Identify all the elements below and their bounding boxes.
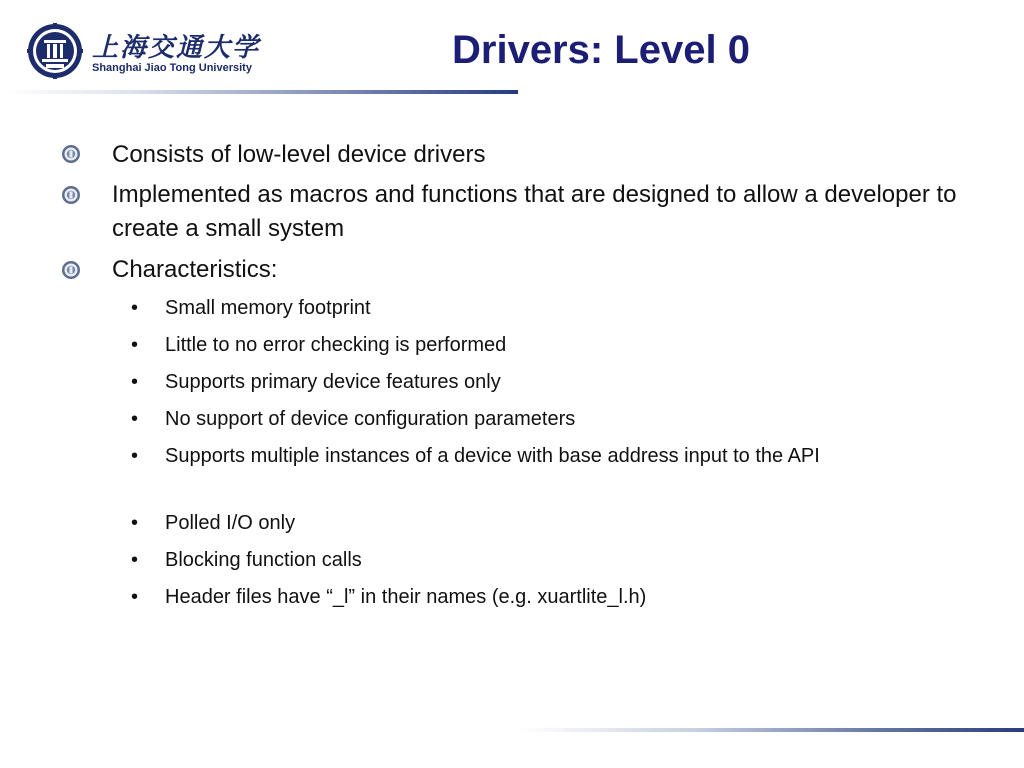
dot-bullet-icon: •	[131, 586, 139, 608]
seal-bullet-icon	[61, 185, 81, 205]
sub-bullet-item: Small memory footprint	[165, 297, 371, 319]
dot-bullet-icon: •	[131, 549, 139, 571]
sub-bullet-item: Little to no error checking is performed	[165, 334, 507, 356]
header-divider	[0, 90, 518, 94]
dot-bullet-icon: •	[131, 371, 139, 393]
university-seal-icon	[26, 22, 84, 80]
sub-bullet-item: Polled I/O only	[165, 512, 296, 534]
logo-chinese-name: 上海交通大学	[92, 33, 261, 63]
university-logo	[26, 22, 261, 80]
dot-bullet-icon: •	[131, 445, 139, 467]
slide-title: Drivers: Level 0	[452, 28, 750, 72]
dot-bullet-icon: •	[131, 334, 139, 356]
dot-bullet-icon: •	[131, 512, 139, 534]
sub-bullet-item: Header files have “_l” in their names (e.g. xuartlite_l.h)	[165, 586, 647, 608]
seal-bullet-icon	[61, 144, 81, 164]
logo-english-name: Shanghai Jiao Tong University	[92, 62, 252, 74]
sub-bullet-item: Blocking function calls	[165, 549, 362, 571]
sub-bullet-item: Supports primary device features only	[165, 371, 501, 393]
bullet-item: Consists of low-level device drivers	[112, 141, 486, 168]
sub-bullet-item: Supports multiple instances of a device with base address input to the API	[165, 445, 820, 467]
bullet-item: Characteristics:	[112, 256, 278, 283]
sub-bullet-item: No support of device configuration parameters	[165, 408, 576, 430]
bullet-item: Implemented as macros and functions that are designed to allow a developer to create a small system	[112, 181, 957, 242]
dot-bullet-icon: •	[131, 408, 139, 430]
footer-divider	[520, 728, 1024, 732]
dot-bullet-icon: •	[131, 297, 139, 319]
seal-bullet-icon	[61, 260, 81, 280]
